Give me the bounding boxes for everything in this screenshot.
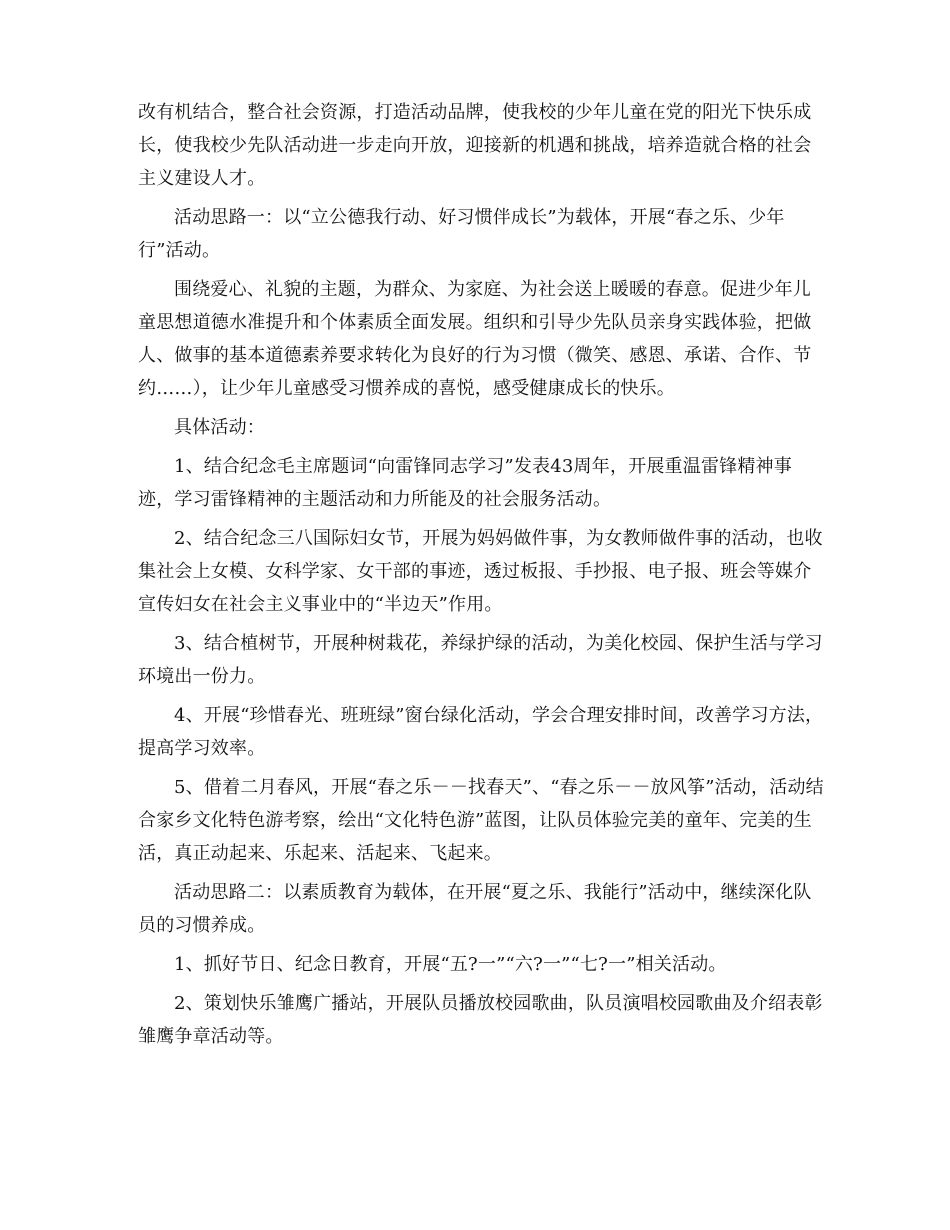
paragraph-4: 具体活动：	[174, 417, 265, 438]
paragraph-1: 改有机结合，整合社会资源，打造活动品牌，使我校的少年儿童在党的阳光下快乐成长，使我校少先队活动进一步走向开放，迎接新的机遇和挑战，培养造就合格的社会主义建设人才。	[138, 102, 812, 189]
paragraph-5: 1、结合纪念毛主席题词“向雷锋同志学习”发表43周年，开展重温雷锋精神事迹，学习雷锋精神的主题活动和力所能及的社会服务活动。	[138, 456, 792, 510]
paragraph-12: 2、策划快乐雏鹰广播站，开展队员播放校园歌曲，队员演唱校园歌曲及介绍表彰雏鹰争章活动等。	[138, 993, 823, 1047]
paragraph-10: 活动思路二：以素质教育为载体，在开展“夏之乐、我能行”活动中，继续深化队员的习惯养成。	[138, 882, 812, 936]
paragraph-9: 5、借着二月春风，开展“春之乐－－找春天”、“春之乐－－放风筝”活动，活动结合家乡文化特色游考察，绘出“文化特色游”蓝图，让队员体验完美的童年、完美的生活，真正动起来、乐起来、活起来、飞起来。	[138, 777, 824, 864]
paragraph-3: 围绕爱心、礼貌的主题，为群众、为家庭、为社会送上暖暖的春意。促进少年儿童思想道德水准提升和个体素质全面发展。组织和引导少先队员亲身实践体验，把做人、做事的基本道德素养要求转化为良好的行为习惯（微笑、感恩、承诺、合作、节约……），让少年儿童感受习惯养成的喜悦，感受健康成长的快乐。	[138, 279, 812, 399]
document-body	[138, 96, 828, 1059]
paragraph-7: 3、结合植树节，开展种树栽花，养绿护绿的活动，为美化校园、保护生活与学习环境出一份力。	[138, 633, 823, 687]
paragraph-8: 4、开展“珍惜春光、班班绿”窗台绿化活动，学会合理安排时间，改善学习方法，提高学习效率。	[138, 705, 824, 759]
paragraph-11: 1、抓好节日、纪念日教育，开展“五?一”“六?一”“七?一”相关活动。	[174, 954, 727, 975]
paragraph-6: 2、结合纪念三八国际妇女节，开展为妈妈做件事，为女教师做件事的活动，也收集社会上女模、女科学家、女干部的事迹，透过板报、手抄报、电子报、班会等媒介宣传妇女在社会主义事业中的“半边天”作用。	[138, 528, 823, 615]
paragraph-2: 活动思路一：以“立公德我行动、好习惯伴成长”为载体，开展“春之乐、少年行”活动。	[138, 207, 785, 261]
